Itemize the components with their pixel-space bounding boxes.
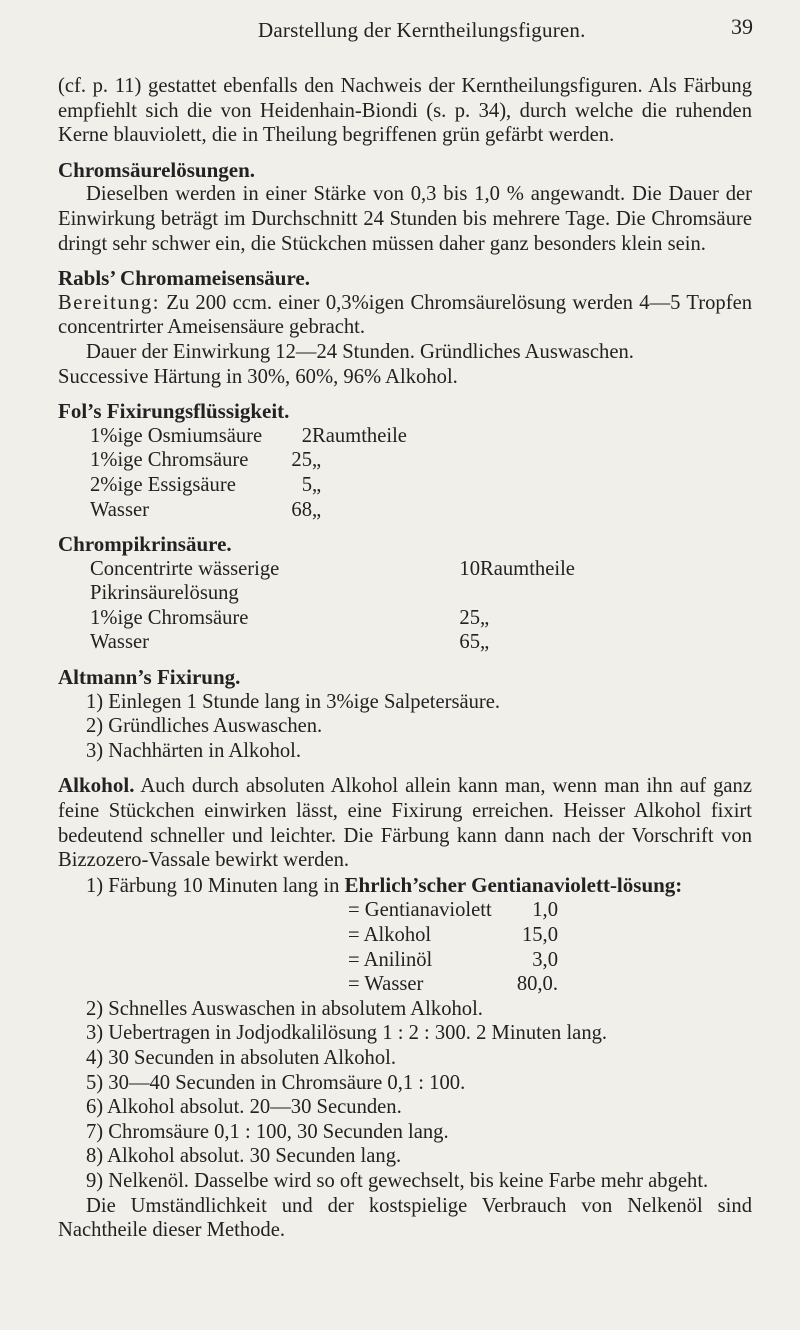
- recipe-name: Wasser: [90, 631, 149, 654]
- gentianaviolett-formula: [348, 898, 558, 996]
- chrompikrin-recipe-table: [90, 557, 575, 655]
- alkohol-step-1: [58, 873, 752, 899]
- list-item: 3) Uebertragen in Jodjodkalilösung 1 : 2 : 300. 2 Minuten lang.: [86, 1022, 608, 1045]
- formula-ingredient: = Anilinöl: [348, 948, 433, 971]
- list-item: 5) 30—40 Secunden in Chromsäure 0,1 : 100.: [86, 1071, 466, 1094]
- recipe-name: 2%ige Essigsäure: [90, 473, 236, 496]
- heading-chrompikrin: Chrompikrinsäure.: [58, 532, 232, 557]
- page-body: [58, 74, 752, 1243]
- rabl-duration: Dauer der Einwirkung 12—24 Stunden. Gründliches Auswaschen.: [86, 340, 634, 363]
- rabl-prep-label: Bereitung:: [58, 291, 160, 314]
- recipe-row: [90, 606, 575, 631]
- formula-amount: 15,0: [521, 924, 558, 946]
- list-item: 7) Chromsäure 0,1 : 100, 30 Secunden lang.: [86, 1120, 449, 1143]
- formula-row: [348, 923, 558, 948]
- rabl-hardening: Successive Härtung in 30%, 60%, 96% Alkohol.: [58, 365, 458, 388]
- page-number: 39: [731, 14, 753, 39]
- recipe-row: [90, 448, 407, 473]
- recipe-amount: 25: [459, 606, 480, 629]
- formula-ingredient: = Wasser: [348, 973, 424, 996]
- formula-amount: 80,0.: [516, 973, 558, 996]
- recipe-amount: 68: [291, 498, 312, 521]
- chromsaeure-paragraph: Dieselben werden in einer Stärke von 0,3 bis 1,0 % angewandt. Die Dauer der Einwirkung beträgt im Durchschnitt 24 Stunden bis mehrere Tage. Die Chromsäure dringt sehr schwer ein, die Stückchen müssen daher ganz besonders klein sein.: [58, 183, 752, 255]
- recipe-unit: „: [480, 606, 490, 629]
- formula-row: [348, 972, 558, 997]
- list-item: 1) Einlegen 1 Stunde lang in 3%ige Salpetersäure.: [86, 690, 501, 713]
- fol-recipe-table: [90, 424, 407, 522]
- rabl-prep-text: Zu 200 ccm. einer 0,3%igen Chromsäurelösung werden 4—5 Tropfen concentrirter Ameisensäure gebracht.: [58, 291, 753, 339]
- heading-altmann: Altmann’s Fixirung.: [58, 665, 241, 690]
- recipe-name: Concentrirte wässerige Pikrinsäurelösung: [90, 557, 280, 605]
- heading-rabl: Rabls’ Chromameisensäure.: [58, 266, 310, 291]
- recipe-unit: „: [480, 631, 490, 654]
- heading-alkohol: Alkohol.: [58, 773, 135, 798]
- recipe-unit: Raumtheile: [312, 424, 407, 447]
- running-head: Darstellung der Kerntheilungsfiguren.: [258, 18, 586, 42]
- formula-amount: 3,0: [532, 948, 558, 971]
- formula-row: [348, 898, 558, 923]
- list-item: 2) Schnelles Auswaschen in absolutem Alkohol.: [86, 997, 483, 1020]
- recipe-name: 1%ige Osmiumsäure: [90, 424, 263, 447]
- page-header: [0, 12, 800, 46]
- list-item: 4) 30 Secunden in absoluten Alkohol.: [86, 1046, 397, 1069]
- closing-paragraph: Die Umständlichkeit und der kostspielige Verbrauch von Nelkenöl sind Nachtheile dieser Methode.: [58, 1194, 752, 1242]
- formula-row: [348, 948, 558, 973]
- list-item: 2) Gründliches Auswaschen.: [86, 715, 323, 738]
- recipe-unit: „: [312, 473, 322, 496]
- formula-ingredient: = Alkohol: [348, 924, 432, 946]
- recipe-amount: 10: [459, 557, 480, 580]
- alkohol-text: Auch durch absoluten Alkohol allein kann man, wenn man ihn auf ganz feine Stückchen einwirken lässt, eine Fixirung erreichen. Heisser Alkohol fixirt bedeutend schneller und leichter. Die Färbung kann dann nach der Vorschrift von Bizzozero-Vassale bewirkt werden.: [58, 775, 752, 872]
- recipe-name: 1%ige Chromsäure: [90, 606, 249, 629]
- formula-amount: 1,0: [532, 899, 558, 922]
- heading-chromsaeure: Chromsäurelösungen.: [58, 157, 256, 182]
- altmann-steps: [58, 690, 752, 764]
- recipe-row: [90, 498, 407, 523]
- alkohol-paragraph: [58, 773, 752, 872]
- step1-prefix: 1) Färbung 10 Minuten lang in: [86, 874, 340, 897]
- intro-paragraph: (cf. p. 11) gestattet ebenfalls den Nachweis der Kerntheilungsfiguren. Als Färbung empfiehlt sich die von Heidenhain-Biondi (s. p. 34), durch welche die ruhenden Kerne blauviolett, die in Theilung begriffenen grün gefärbt werden.: [58, 75, 752, 147]
- list-item: 6) Alkohol absolut. 20—30 Secunden.: [86, 1096, 402, 1119]
- heading-fol: Fol’s Fixirungsflüssigkeit.: [58, 399, 290, 424]
- recipe-amount: 25: [291, 449, 312, 472]
- alkohol-step-1-item: [86, 873, 752, 899]
- list-item: 9) Nelkenöl. Dasselbe wird so oft gewechselt, bis keine Farbe mehr abgeht.: [86, 1169, 709, 1192]
- recipe-unit: „: [312, 498, 322, 521]
- recipe-amount: 2: [301, 424, 312, 447]
- recipe-name: 1%ige Chromsäure: [90, 449, 249, 472]
- formula-ingredient: = Gentianaviolett: [348, 899, 492, 922]
- list-item: 8) Alkohol absolut. 30 Secunden lang.: [86, 1145, 402, 1168]
- rabl-preparation: [58, 291, 752, 340]
- recipe-row: [90, 557, 575, 606]
- recipe-name: Wasser: [90, 498, 149, 521]
- recipe-amount: 5: [301, 473, 312, 496]
- recipe-row: [90, 630, 575, 655]
- recipe-row: [90, 473, 407, 498]
- recipe-amount: 65: [459, 631, 480, 654]
- step1-bold: Ehrlich’scher Gentianaviolett-lösung:: [344, 872, 683, 897]
- recipe-unit: „: [312, 449, 322, 472]
- recipe-row: [90, 424, 407, 449]
- alkohol-steps: [58, 997, 752, 1194]
- list-item: 3) Nachhärten in Alkohol.: [86, 739, 302, 762]
- recipe-unit: Raumtheile: [480, 557, 575, 580]
